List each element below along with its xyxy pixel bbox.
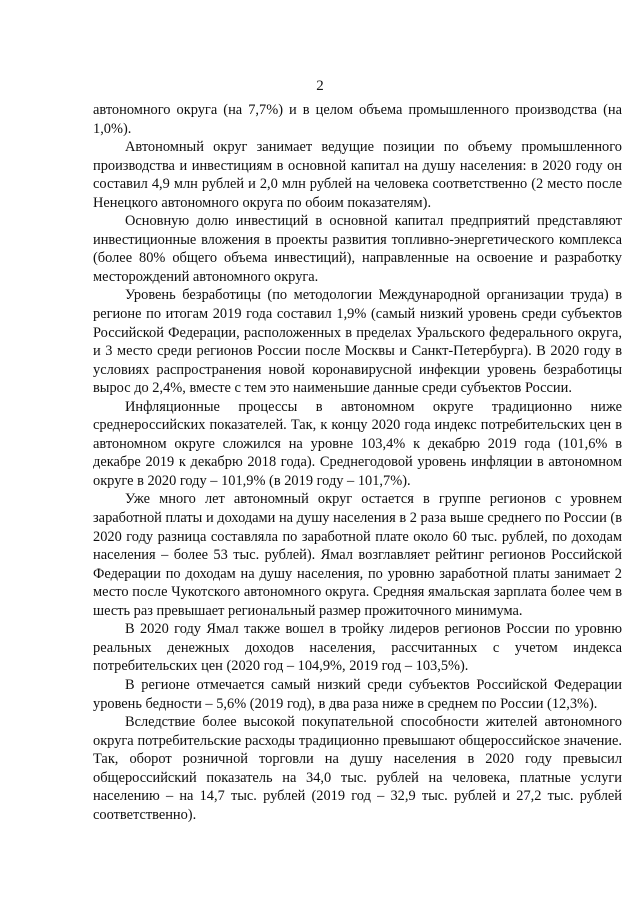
paragraph-continuation: автономного округа (на 7,7%) и в целом объема промышленного производства (на 1,0%). (93, 102, 622, 137)
paragraph-consumer-spending: Вследствие более высокой покупательной способности жителей автономного округа потребительские расходы традиционно превышают общероссийское значение. Так, оборот розничной торговли на душу населения в 2020 году превысил общероссийский показатель на 34,0 тыс. рублей на человека, платные услуги населению – на 14,7 тыс. рублей (2019 год – 32,9 тыс. рублей и 27,2 тыс. рублей соответственно). (93, 714, 622, 823)
paragraph-industrial-leadership: Автономный округ занимает ведущие позиции по объему промышленного производства и инвестициям в основной капитал на душу населения: в 2020 году он составил 4,9 млн рублей и 2,0 млн рублей на человека соответственно (2 место после Ненецкого автономного округа по обоим показателям). (93, 139, 622, 211)
paragraph-real-income: В 2020 году Ямал также вошел в тройку лидеров регионов России по уровню реальных денежных доходов населения, рассчитанных с учетом индекса потребительских цен (2020 год – 104,9%, 2019 год – 103,5%). (93, 621, 622, 675)
document-body (93, 101, 622, 824)
paragraph-poverty: В регионе отмечается самый низкий среди субъектов Российской Федерации уровень бедности – 5,6% (2019 год), в два раза ниже в среднем по России (12,3%). (93, 676, 622, 712)
paragraph-investment-share: Основную долю инвестиций в основной капитал предприятий представляют инвестиционные вложения в проекты развития топливно-энергетического комплекса (более 80% общего объема инвестиций), направленные на освоение и разработку месторождений автономного округа. (93, 213, 622, 285)
page-number: 2 (316, 78, 324, 94)
paragraph-inflation: Инфляционные процессы в автономном округе традиционно ниже среднероссийских показателей. Так, к концу 2020 года индекс потребительских цен в автономном округе сложился на уровне 103,4% к декабрю 2019 года (101,6% в декабре 2019 к декабрю 2018 года). Среднегодовой уровень инфляции в автономном округе в 2020 году – 101,9% (в 2019 году – 101,7%). (93, 398, 622, 489)
paragraph-unemployment: Уровень безработицы (по методологии Международной организации труда) в регионе по итогам 2019 года составил 1,9% (самый низкий уровень среди субъектов Российской Федерации, расположенных в пределах Уральского федерального округа, и 3 место среди регионов России после Москвы и Санкт-Петербурга). В 2020 году в условиях распространения новой коронавирусной инфекции уровень безработицы вырос до 2,4%, вместе с тем это наименьшие данные среди субъектов России. (93, 287, 622, 397)
paragraph-wages-income: Уже много лет автономный округ остается в группе регионов с уровнем заработной платы и доходами на душу населения в 2 раза выше среднего по России (в 2020 году разница составляла по заработной плате около 60 тыс. рублей, по доходам населения – более 53 тыс. рублей). Ямал возглавляет рейтинг регионов Российской Федерации по доходам на душу населения, по уровню заработной платы занимает 2 место после Чукотского автономного округа. Средняя ямальская зарплата более чем в шесть раз превышает региональный размер прожиточного минимума. (93, 491, 622, 619)
